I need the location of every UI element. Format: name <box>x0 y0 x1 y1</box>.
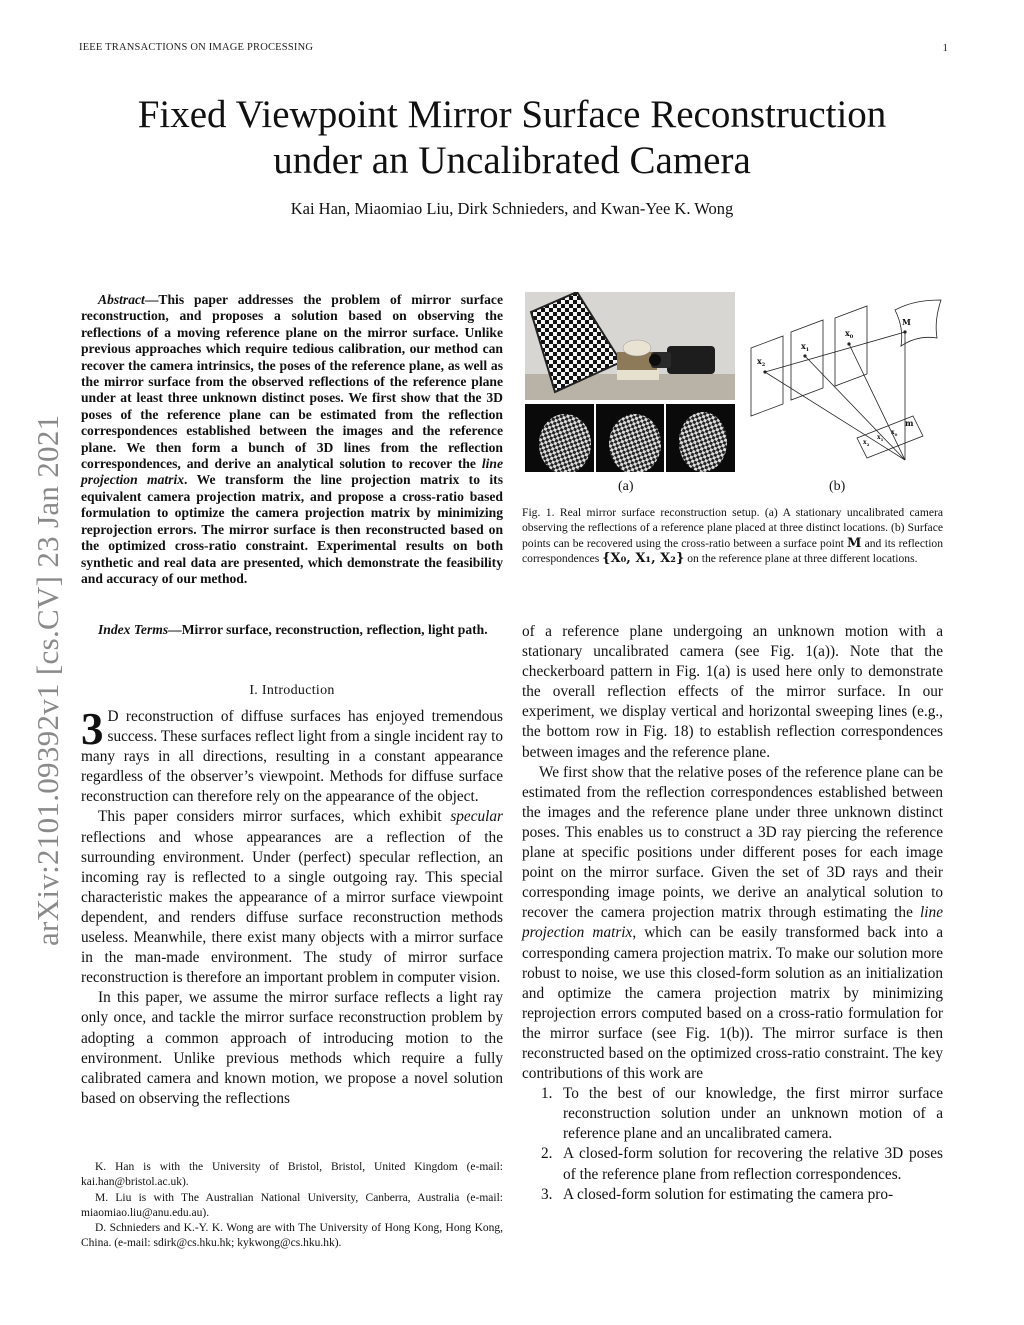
author-list: Kai Han, Miaomiao Liu, Dirk Schnieders, and Kwan-Yee K. Wong <box>290 199 734 218</box>
page-number: 1 <box>942 42 948 54</box>
index-terms-lead: Index Terms <box>98 622 169 637</box>
list-item: 1. To the best of our knowledge, the first mirror surface reconstruction solution under an unknown motion of a reference plane and an uncalibrated camera. <box>541 1085 943 1143</box>
list-item: 2. A closed-form solution for recovering the relative 3D poses of the reference plane from reflection correspondences. <box>541 1145 943 1183</box>
paper-title <box>60 92 964 184</box>
svg-text:x2: $x_2$ <box>757 356 766 368</box>
intro-body <box>81 704 503 1109</box>
list-item: 3. A closed-form solution for estimating the camera pro- <box>541 1185 894 1203</box>
right-paragraph-1: of a reference plane undergoing an unknown motion with a stationary uncalibrated camera (see Fig. 1(a)). Note that the checkerboard pattern in Fig. 1(a) is used here only to demonstrate the overall reflection effects of the mirror surface. In our experiment, we display vertical and horizontal sweeping lines (e.g., the bottom row in Fig. 18) to establish reflection correspondences between images and the reference plane. <box>522 623 943 761</box>
figure-label-a: (a) <box>618 479 634 494</box>
svg-text:x0: $x_0$ <box>845 328 854 340</box>
footnotes <box>81 1160 503 1252</box>
reference-plane-0 <box>835 306 867 386</box>
figure-caption: Fig. 1. Real mirror surface reconstruction setup. (a) A stationary uncalibrated camera observing the reflections of a reference plane placed at three distinct locations. (b) Surface points can be recovered using the cross-ratio between a surface point M and its reflection correspondences {X₀, X₁, X₂} on the reference plane at three different locations. <box>522 506 944 567</box>
running-head: IEEE TRANSACTIONS ON IMAGE PROCESSING <box>79 42 314 53</box>
svg-text:M: M <box>902 317 911 327</box>
abstract <box>81 292 503 587</box>
abstract-text-1: —This paper addresses the problem of mirror surface reconstruction, and proposes a solution based on observing the reflections of a moving reference plane on the mirror surface. Unlike previous approaches which require tedious calibration, our method can recover the camera intrinsics, the poses of the reference plane, as well as the mirror surface from the observed reflections of the reference plane under at least three unknown distinct poses. We first show that the 3D poses of the reference plane can be estimated from the reflection correspondences established between the images and the reference plane. We then form a bunch of 3D lines from the reflection correspondences, and derive an analytical solution to recover the <box>81 292 503 472</box>
figure-1b-diagram <box>745 292 945 472</box>
intro-paragraph-2: This paper considers mirror surfaces, which exhibit specular reflections and whose appearances are a reflection of the surrounding environment. Under (perfect) specular reflection, an incoming ray is reflected to a single outgoing ray. This special characteristic makes the appearance of a mirror surface viewpoint dependent, and renders diffuse surface reconstruction methods useless. Meanwhile, there exist many objects with a mirror surface in the man-made environment. The study of mirror surface reconstruction is therefore an important problem in computer vision. <box>81 808 503 987</box>
abstract-lead: Abstract <box>98 292 145 307</box>
svg-text:m: m <box>905 418 914 428</box>
svg-text:x2: $x_2$ <box>863 439 870 447</box>
footnote: K. Han is with the University of Bristol, Bristol, United Kingdom (e-mail: kai.han@bristol.ac.uk). <box>81 1161 503 1189</box>
svg-text:x0: $x_0$ <box>891 429 898 437</box>
abstract-text-2: . We transform the line projection matrix to its equivalent camera projection matrix, and propose a cross-ratio based formulation to optimize the camera projection matrix by minimizing reprojection errors. The mirror surface is then reconstructed based on the optimized cross-ratio constraint. Experimental results on both synthetic and real data are presented, which demonstrate the feasibility and accuracy of our method. <box>81 472 503 586</box>
title-line-1: Fixed Viewpoint Mirror Surface Reconstruction <box>137 93 887 136</box>
right-paragraph-2: We first show that the relative poses of the reference plane can be estimated from the reflection correspondences established between the images and the reference plane under three unknown distinct poses. This enables us to construct a 3D ray piercing the reference plane at specific positions under different poses for each image point on the mirror surface. Given the set of 3D rays and their corresponding image points, we derive an analytical solution to recover the camera projection matrix through estimating the line projection matrix, which can be easily transformed back into a corresponding camera projection matrix. To make our solution more robust to noise, we use this closed-form solution as an initialization and optimize the camera projection matrix by minimizing reprojection errors computed based on a cross-ratio formulation for the mirror surface (see Fig. 1(b)). The mirror surface is then reconstructed based on the optimized cross-ratio constraint. The key contributions of this work are <box>522 763 943 1083</box>
footnote: D. Schnieders and K.-Y. K. Wong are with The University of Hong Kong, Hong Kong, China. (e-mail: sdirk@cs.hku.hk; kykwong@cs.hku.hk). <box>81 1222 503 1250</box>
svg-text:x1: $x_1$ <box>877 434 884 442</box>
abstract-emphasis: line projection matrix <box>81 456 503 488</box>
index-terms-text: —Mirror surface, reconstruction, reflection, light path. <box>168 622 488 637</box>
figure-label-b: (b) <box>829 479 846 494</box>
drop-cap: 3 <box>81 704 104 754</box>
intro-paragraph-1: 3 D reconstruction of diffuse surfaces has enjoyed tremendous success. These surfaces reflect light from a single incident ray to many rays in all directions, resulting in a constant appearance regardless of the observer’s viewpoint. Methods for diffuse surface reconstruction can therefore rely on the appearance of the object. <box>81 704 503 806</box>
arxiv-stamp: arXiv:2101.09392v1 [cs.CV] 23 Jan 2021 <box>30 414 65 946</box>
footnote: M. Liu is with The Australian National University, Canberra, Australia (e-mail: miaomiao.liu@anu.edu.au). <box>81 1191 503 1219</box>
section-heading: I. Introduction <box>249 683 335 698</box>
figure-1a-photo <box>525 292 735 472</box>
title-line-2: under an Uncalibrated Camera <box>273 139 751 182</box>
intro-paragraph-3: In this paper, we assume the mirror surface reflects a light ray only once, and tackle the mirror surface reconstruction problem by adopting a common approach of introducing motion to the environment. Unlike previous methods which require a fully calibrated camera and known motion, we propose a novel solution based on observing the reflections <box>81 989 503 1107</box>
index-terms <box>81 622 503 638</box>
reference-plane-2 <box>751 336 783 416</box>
right-column-body <box>522 622 943 1205</box>
contributions-list <box>522 1084 943 1205</box>
svg-text:x1: $x_1$ <box>801 341 810 353</box>
